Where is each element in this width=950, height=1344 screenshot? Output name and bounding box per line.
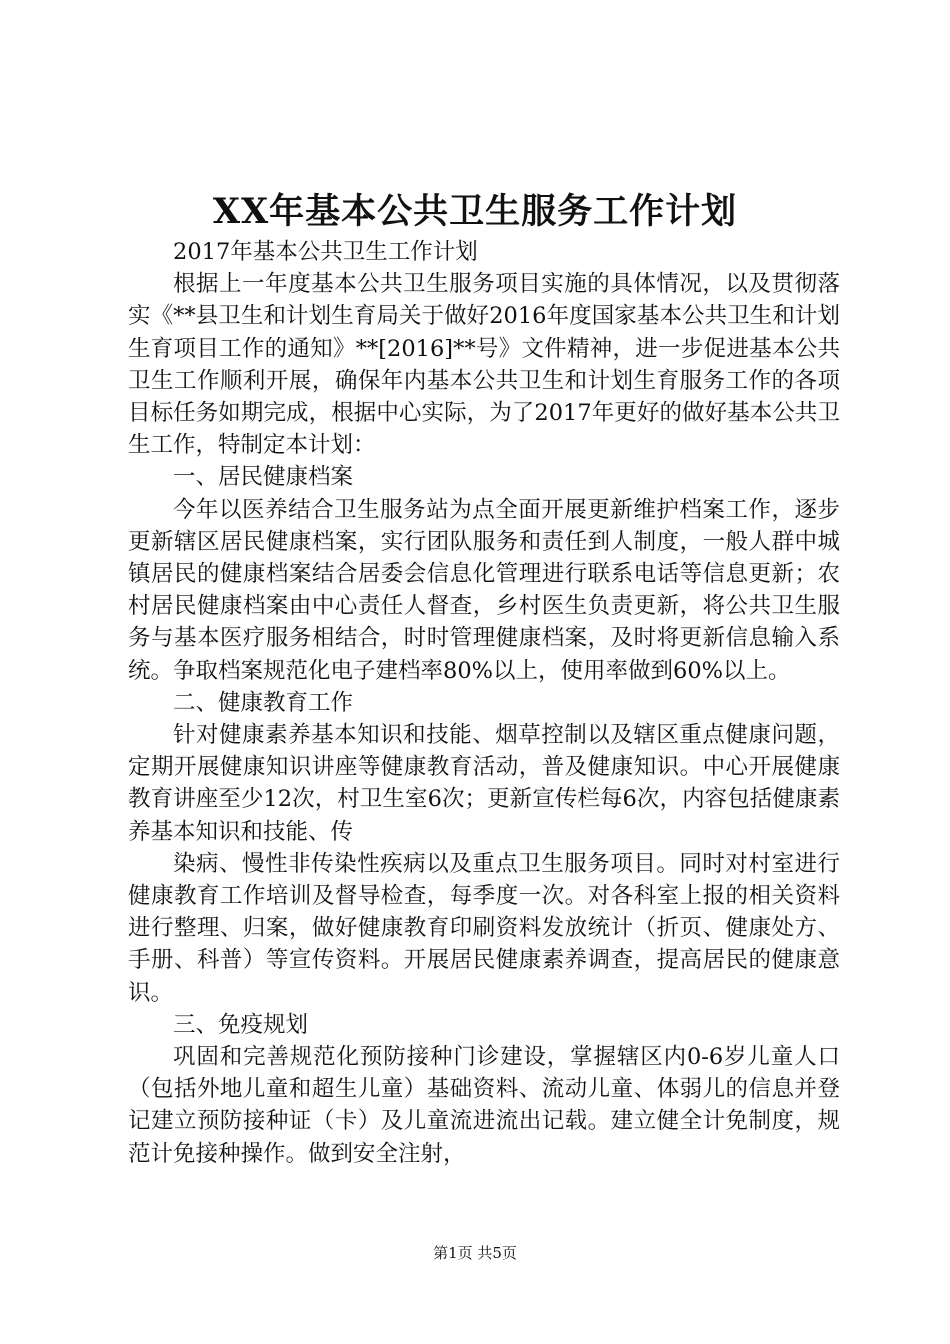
immunization-paragraph: 巩固和完善规范化预防接种门诊建设，掌握辖区内0-6岁儿童人口（包括外地儿童和超生儿童）基础资料、流动儿童、体弱儿的信息并登记建立预防接种证（卡）及儿童流进流出记载。建立健全计免制度，规范计免接种操作。做到安全注射， — [128, 1044, 840, 1167]
page-footer: 第1页 共5页 — [433, 1244, 517, 1262]
subtitle-paragraph: 2017年基本公共卫生工作计划 — [173, 239, 478, 265]
section-heading-health-education: 二、健康教育工作 — [173, 689, 354, 716]
health-records-paragraph: 今年以医养结合卫生服务站为点全面开展更新维护档案工作，逐步更新辖区居民健康档案，实行团队服务和责任到人制度，一般人群中城镇居民的健康档案结合居委会信息化管理进行联系电话等信息更新；农村居民健康档案由中心责任人督查，乡村医生负责更新，将公共卫生服务与基本医疗服务相结合，时时管理健康档案，及时将更新信息输入系统。争取档案规范化电子建档率80%以上，使用率做到60%以上。 — [128, 496, 840, 684]
health-education-paragraph-2: 染病、慢性非传染性疾病以及重点卫生服务项目。同时对村室进行健康教育工作培训及督导检查，每季度一次。对各科室上报的相关资料进行整理、归案，做好健康教育印刷资料发放统计（折页、健康处方、手册、科普）等宣传资料。开展居民健康素养调查，提高居民的健康意识。 — [128, 850, 840, 1006]
document-title: XX年基本公共卫生服务工作计划 — [212, 191, 738, 232]
health-education-paragraph-1: 针对健康素养基本知识和技能、烟草控制以及辖区重点健康问题，定期开展健康知识讲座等健康教育活动，普及健康知识。中心开展健康教育讲座至少12次，村卫生室6次；更新宣传栏每6次，内容包括健康素养基本知识和技能、传 — [128, 722, 840, 845]
section-heading-immunization: 三、免疫规划 — [173, 1011, 309, 1038]
document-body — [128, 236, 840, 1170]
section-heading-health-records: 一、居民健康档案 — [173, 464, 354, 491]
intro-paragraph: 根据上一年度基本公共卫生服务项目实施的具体情况，以及贯彻落实《**县卫生和计划生育局关于做好2016年度国家基本公共卫生和计划生育项目工作的通知》**[2016]**号》文件精神，进一步促进基本公共卫生工作顺利开展，确保年内基本公共卫生和计划生育服务工作的各项目标任务如期完成，根据中心实际，为了2017年更好的做好基本公共卫生工作，特制定本计划： — [128, 271, 840, 459]
